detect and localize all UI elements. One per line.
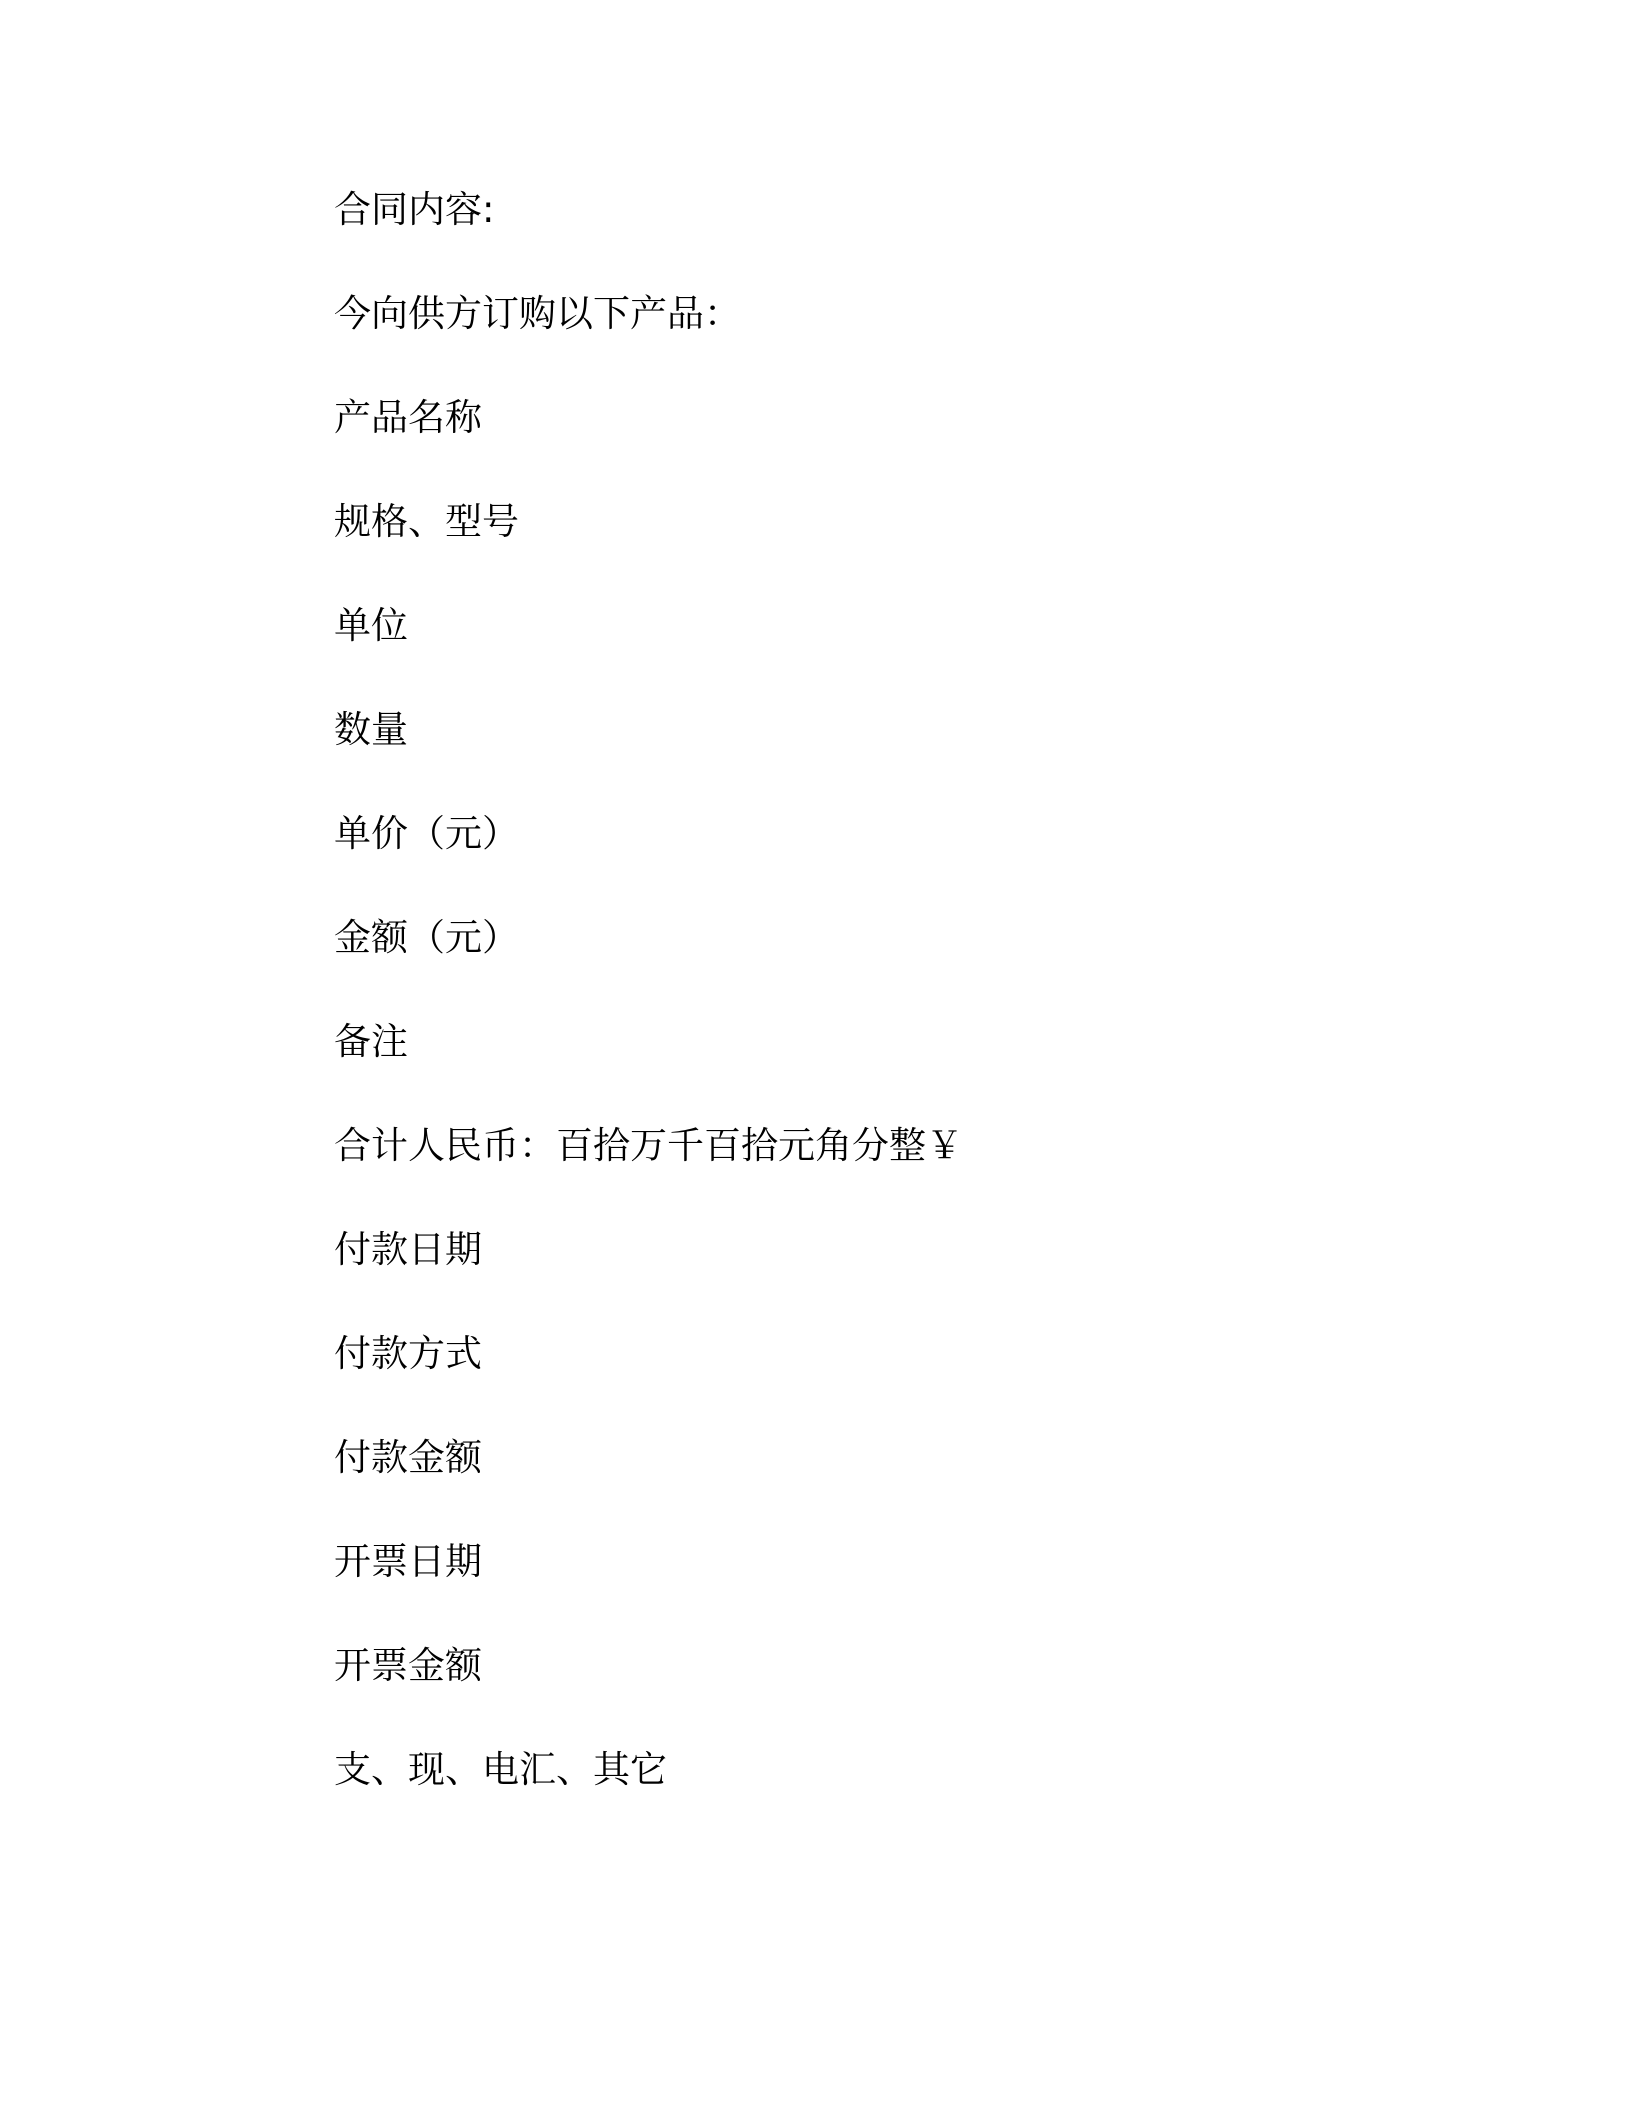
total-rmb-line: 合计人民币：百拾万千百拾元角分整￥ xyxy=(334,1124,963,1167)
remarks-label: 备注 xyxy=(334,1020,408,1063)
spec-model-label: 规格、型号 xyxy=(334,500,519,543)
unit-price-label: 单价（元） xyxy=(334,812,519,855)
invoice-date-label: 开票日期 xyxy=(334,1540,482,1583)
payment-amount-label: 付款金额 xyxy=(334,1436,482,1479)
quantity-label: 数量 xyxy=(334,708,408,751)
amount-label: 金额（元） xyxy=(334,916,519,959)
unit-label: 单位 xyxy=(334,604,408,647)
contract-content-heading: 合同内容: xyxy=(334,188,495,231)
payment-options-line: 支、现、电汇、其它 xyxy=(334,1748,667,1791)
payment-date-label: 付款日期 xyxy=(334,1228,482,1271)
order-intro-line: 今向供方订购以下产品： xyxy=(334,292,741,335)
contract-field-list xyxy=(334,188,963,1852)
payment-method-label: 付款方式 xyxy=(334,1332,482,1375)
product-name-label: 产品名称 xyxy=(334,396,482,439)
invoice-amount-label: 开票金额 xyxy=(334,1644,482,1687)
